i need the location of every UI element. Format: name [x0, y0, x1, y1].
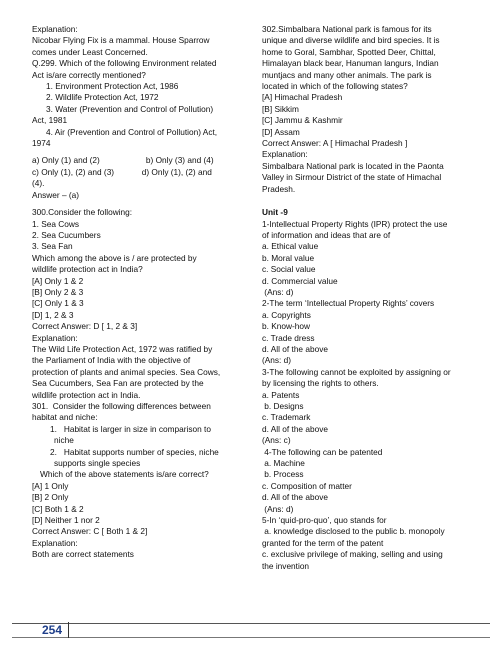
text-line: a. knowledge disclosed to the public b. monopoly — [262, 526, 445, 537]
text-line: (4). — [32, 178, 45, 189]
text-line: d. Commercial value — [262, 275, 338, 286]
text-line: [D] Assam — [262, 126, 300, 137]
text-line: c. exclusive privilege of making, selling and using — [262, 549, 443, 560]
text-line: located in which of the following states? — [262, 81, 408, 92]
text-line: [A] 1 Only — [32, 480, 69, 491]
text-line: [D] 1, 2 & 3 — [32, 309, 74, 320]
footer-rule-top — [12, 623, 490, 624]
text-line: niche — [54, 435, 74, 446]
text-line: the Parliament of India with the objective of — [32, 355, 191, 366]
text-line: a. Ethical value — [262, 241, 319, 252]
text-line: Which among the above is / are protected by — [32, 252, 197, 263]
text-line: [B] 2 Only — [32, 492, 69, 503]
text-line: the invention — [262, 560, 310, 571]
text-line: 3. Sea Fan — [32, 241, 73, 252]
text-line: [D] Neither 1 nor 2 — [32, 515, 100, 526]
text-line: b. Moral value — [262, 252, 315, 263]
page-number: 254 — [42, 622, 69, 638]
text-line: [B] Only 2 & 3 — [32, 286, 84, 297]
text-line: wildlife protection act in India. — [32, 389, 141, 400]
text-line: Correct Answer: A [ Himachal Pradesh ] — [262, 138, 408, 149]
text-line: 1-Intellectual Property Rights (IPR) protect the use — [262, 218, 448, 229]
text-line: a. Copyrights — [262, 309, 311, 320]
text-line: d. All of the above — [262, 423, 328, 434]
text-line: Q.299. Which of the following Environment related — [32, 58, 217, 69]
text-line: c. Social value — [262, 264, 316, 275]
footer-rule-bottom — [12, 637, 490, 638]
text-line: Explanation: — [262, 149, 308, 160]
text-line: Explanation: — [32, 24, 78, 34]
text-line: Act, 1981 — [32, 115, 68, 126]
text-line: protection of plants and animal species. Sea Cows, — [32, 366, 221, 377]
text-line: The Wild Life Protection Act, 1972 was ratified by — [32, 343, 213, 354]
text-line: Correct Answer: D [ 1, 2 & 3] — [32, 321, 138, 332]
text-line: 4-The following can be patented — [262, 446, 383, 457]
text-line: a. Patents — [262, 389, 300, 400]
text-line: of information and ideas that are of — [262, 229, 391, 240]
text-line: home to Goral, Sambhar, Spotted Deer, Chittal, — [262, 46, 436, 57]
text-line: c. Trademark — [262, 412, 311, 423]
text-line: muntjacs and many other animals. The park is — [262, 69, 432, 80]
text-line: granted for the term of the patent — [262, 537, 384, 548]
text-line: Valley in Sirmour District of the state of Himachal — [262, 172, 442, 183]
text-line: b. Process — [262, 469, 304, 480]
text-line: unique and diverse wildlife and bird species. It is — [262, 35, 440, 46]
text-line: 3-The following cannot be exploited by assigning or — [262, 366, 451, 377]
text-line: 3. Water (Prevention and Control of Pollution) — [46, 103, 214, 114]
text-line: 2. Habitat supports number of species, niche — [50, 446, 219, 457]
text-line: [A] Only 1 & 2 — [32, 275, 84, 286]
text-line: Pradesh. — [262, 183, 296, 194]
text-line: 1. Habitat is larger in size in comparison to — [50, 423, 211, 434]
text-line: c) Only (1), (2) and (3) d) Only (1), (2) and — [32, 166, 212, 177]
text-line: Both are correct statements — [32, 549, 134, 560]
text-line: 5-In ‘quid-pro-quo’, quo stands for — [262, 515, 387, 526]
text-line: [C] Only 1 & 3 — [32, 298, 84, 309]
text-line: 2-The term ‘Intellectual Property Rights’ covers — [262, 298, 435, 309]
text-line: supports single species — [54, 458, 141, 469]
text-line: a) Only (1) and (2) b) Only (3) and (4) — [32, 155, 214, 166]
text-line: wildlife protection act in India? — [32, 264, 143, 275]
text-line: c. Composition of matter — [262, 480, 352, 491]
text-line: Simbalbara National park is located in the Paonta — [262, 160, 444, 171]
left-column — [32, 24, 247, 561]
text-line: Answer – (a) — [32, 189, 80, 200]
text-line: Correct Answer: C [ Both 1 & 2] — [32, 526, 148, 537]
text-line: Which of the above statements is/are correct? — [40, 469, 209, 480]
text-line: 2. Sea Cucumbers — [32, 229, 101, 240]
text-line: habitat and niche: — [32, 412, 98, 423]
text-line: (Ans: d) — [262, 286, 294, 297]
text-line: Act is/are correctly mentioned? — [32, 69, 146, 80]
text-line: 302.Simbalbara National park is famous for its — [262, 24, 432, 34]
text-line: 300.Consider the following: — [32, 207, 133, 218]
text-line: Himalayan black bear, Hanuman langurs, Indian — [262, 58, 439, 69]
text-line: a. Machine — [262, 458, 305, 469]
text-line: c. Trade dress — [262, 332, 315, 343]
text-line: 1974 — [32, 138, 51, 149]
text-line: [B] Sikkim — [262, 103, 299, 114]
text-line: [C] Jammu & Kashmir — [262, 115, 343, 126]
text-line: d. All of the above — [262, 492, 328, 503]
text-line: [A] Himachal Pradesh — [262, 92, 343, 103]
text-line: Sea Cucumbers, Sea Fan are protected by the — [32, 378, 204, 389]
text-line: by licensing the rights to others. — [262, 378, 379, 389]
text-line: 1. Sea Cows — [32, 218, 80, 229]
text-line: (Ans: c) — [262, 435, 291, 446]
text-line: b. Designs — [262, 401, 304, 411]
text-line: b. Know-how — [262, 321, 310, 332]
text-line: 2. Wildlife Protection Act, 1972 — [46, 92, 159, 103]
text-line: comes under Least Concerned. — [32, 46, 148, 57]
text-line: Explanation: — [32, 332, 78, 343]
text-line: Unit -9 — [262, 207, 288, 218]
text-line: 1. Environment Protection Act, 1986 — [46, 81, 179, 92]
text-line: [C] Both 1 & 2 — [32, 503, 84, 514]
text-line: Explanation: — [32, 537, 78, 548]
text-line: d. All of the above — [262, 343, 328, 354]
text-line: (Ans: d) — [262, 503, 294, 514]
text-line: (Ans: d) — [262, 355, 292, 366]
text-line: Nicobar Flying Fix is a mammal. House Sparrow — [32, 35, 210, 46]
text-line: 4. Air (Prevention and Control of Pollution) Act, — [46, 126, 218, 137]
text-line: 301. Consider the following differences between — [32, 401, 211, 411]
right-column — [262, 24, 472, 572]
